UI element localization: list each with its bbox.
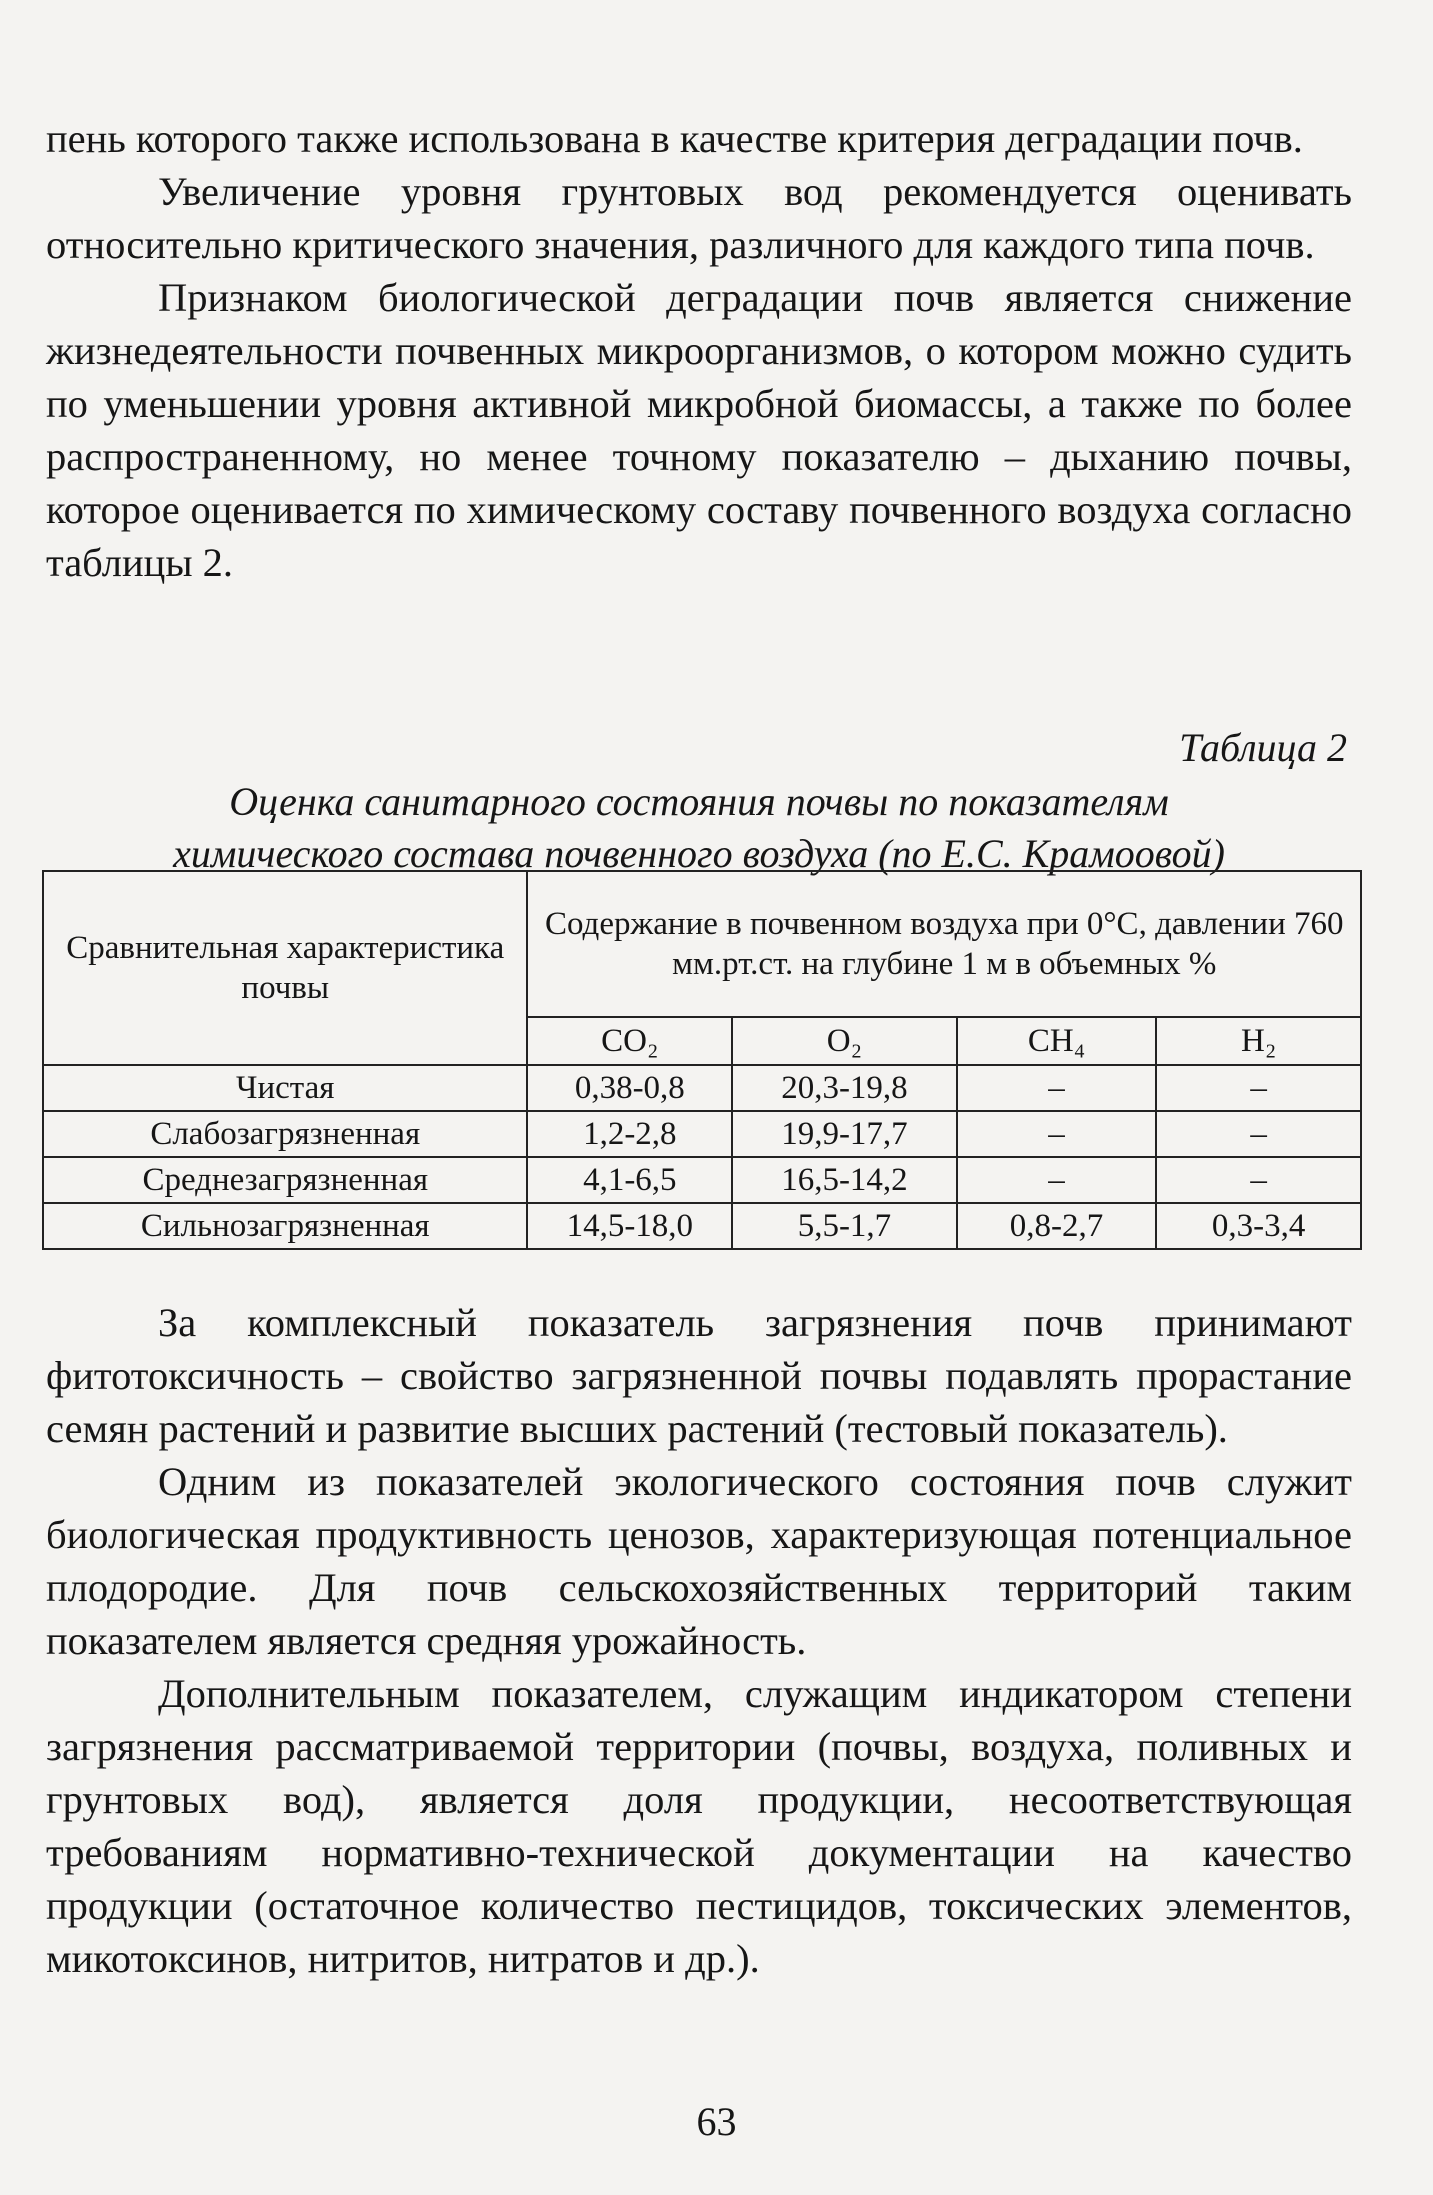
table-header-content: Содержание в почвенном воздуха при 0°С, давлении 760 мм.рт.ст. на глубине 1 м в объемных % xyxy=(527,871,1361,1017)
row-name: Чистая xyxy=(43,1065,527,1111)
table-header-co2: CO₂ xyxy=(527,1017,732,1065)
cell-co2: 14,5-18,0 xyxy=(527,1203,732,1249)
page-number: 63 xyxy=(696,2099,737,2144)
cell-h2: – xyxy=(1156,1111,1361,1157)
text-block-top xyxy=(46,112,1352,589)
paragraph-groundwater: Увеличение уровня грунтовых вод рекомендуется оценивать относительно критического значения, различного для каждого типа почв. xyxy=(46,169,1352,267)
table-number: Таблица 2 xyxy=(1179,725,1347,770)
cell-h2: – xyxy=(1156,1157,1361,1203)
table-header-ch4: CH₄ xyxy=(957,1017,1157,1065)
cell-h2: – xyxy=(1156,1065,1361,1111)
paragraph-biological-degradation: Признаком биологической деградации почв является снижение жизнедеятельности почвенных микроорганизмов, о котором можно судить по уменьшении уровня активной микробной биомассы, а также по более распространенному, но менее точному показателю – дыханию почвы, которое оценивается по химическому составу почвенного воздуха согласно таблицы 2. xyxy=(46,275,1352,585)
table-header-characteristic: Сравнительная характеристика почвы xyxy=(43,871,527,1065)
table-row xyxy=(43,1065,1361,1111)
table-title xyxy=(46,776,1352,880)
cell-h2: 0,3-3,4 xyxy=(1156,1203,1361,1249)
cell-o2: 16,5-14,2 xyxy=(732,1157,957,1203)
paragraph-productivity: Одним из показателей экологического состояния почв служит биологическая продуктивность ценозов, характеризующая потенциальное плодородие. Для почв сельскохозяйственных территорий таким показателем является средняя урожайность. xyxy=(46,1459,1352,1663)
row-name: Сильнозагрязненная xyxy=(43,1203,527,1249)
cell-co2: 4,1-6,5 xyxy=(527,1157,732,1203)
paragraph-phytotoxicity: За комплексный показатель загрязнения почв принимают фитотоксичность – свойство загрязненной почвы подавлять прорастание семян растений и развитие высших растений (тестовый показатель). xyxy=(46,1300,1352,1451)
row-name: Среднезагрязненная xyxy=(43,1157,527,1203)
table-title-line-1: Оценка санитарного состояния почвы по показателям xyxy=(229,779,1169,824)
table-row xyxy=(43,1203,1361,1249)
soil-air-table xyxy=(42,870,1362,1250)
table-header-h2: H₂ xyxy=(1156,1017,1361,1065)
cell-o2: 5,5-1,7 xyxy=(732,1203,957,1249)
cell-co2: 0,38-0,8 xyxy=(527,1065,732,1111)
text-block-bottom xyxy=(46,1296,1352,1985)
cell-ch4: – xyxy=(957,1157,1157,1203)
cell-ch4: – xyxy=(957,1111,1157,1157)
paragraph-continuation: пень которого также использована в качестве критерия деградации почв. xyxy=(46,116,1303,161)
cell-o2: 20,3-19,8 xyxy=(732,1065,957,1111)
table-header-o2: O₂ xyxy=(732,1017,957,1065)
row-name: Слабозагрязненная xyxy=(43,1111,527,1157)
cell-ch4: – xyxy=(957,1065,1157,1111)
table-title-line-2: химического состава почвенного воздуха (по Е.С. Крамоовой) xyxy=(173,831,1225,876)
paragraph-product-share: Дополнительным показателем, служащим индикатором степени загрязнения рассматриваемой территории (почвы, воздуха, поливных и грунтовых вод), является доля продукции, несоответствующая требованиям нормативно-технической документации на качество продукции (остаточное количество пестицидов, токсических элементов, микотоксинов, нитритов, нитратов и др.). xyxy=(46,1671,1352,1981)
cell-ch4: 0,8-2,7 xyxy=(957,1203,1157,1249)
table-row xyxy=(43,1111,1361,1157)
table-row xyxy=(43,1157,1361,1203)
cell-o2: 19,9-17,7 xyxy=(732,1111,957,1157)
cell-co2: 1,2-2,8 xyxy=(527,1111,732,1157)
